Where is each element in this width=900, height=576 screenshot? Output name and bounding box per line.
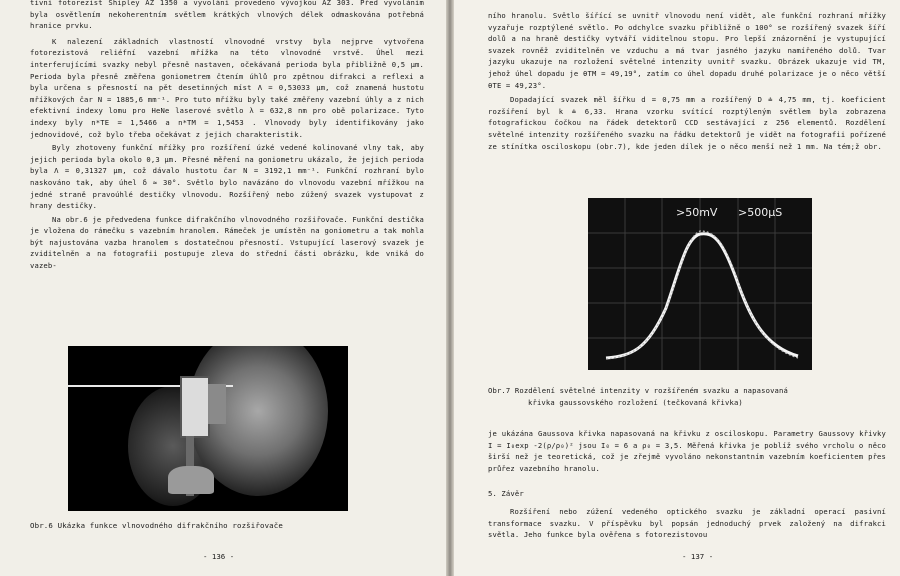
book-gutter [446,0,454,576]
page-number-left: - 136 - [203,552,235,561]
figure-6-caption: Obr.6 Ukázka funkce vlnovodného difrakčního rozšiřovače [30,521,283,530]
figure-7-caption-line1: Obr.7 Rozdělení světelné intenzity v rozšířeném svazku a napasovaná [488,386,788,395]
paragraph: tivní fotorezist Shipley AZ 1350 a vyvolání provedeno vývojkou AZ 303. Před vyvoláním byla osvětlením nekoherentním světlem krátkých vlnových délek odmaskována potřebná hranice prvku. [30,0,424,31]
left-page [0,0,446,576]
right-page [454,0,900,576]
left-page-text [30,0,424,272]
figure-7-oscilloscope [588,198,812,370]
figure-7-caption [488,385,888,408]
scope-label-time: >500µS [738,206,783,219]
paragraph: Rozšíření nebo zúžení vedeného optického svazku je základní operací pasivní transformace svazku. V příspěvku byl popsán jednoduchý prvek založený na difrakci světla. Jeho funkce byla ověřena s fotorezistovou [488,506,886,540]
right-page-lower-text [488,428,886,541]
page-number-right: - 137 - [682,552,714,561]
paragraph: je ukázána Gaussova křivka napasovaná na křivku z osciloskopu. Parametry Gaussovy křivky I = I₀exp -2(ρ/ρ₀)² jsou I₀ = 6 a ρ₀ = 3,5. Měřená křivka je poblíž svého vrcholu o něco širší než je teoretická, což je zřejmě vyvoláno nekonstantním vazebním koeficientem přes průřez vazebního hranolu. [488,429,886,473]
paragraph: Byly zhotoveny funkční mřížky pro rozšíření úzké vedené kolinované vlny tak, aby jejich perioda byla okolo 0,3 µm. Přesné měření na goniometru ukázalo, že jejich perioda byla Λ = 0,31327 µm, což dávalo hustotu čar N = 3192,1 mm⁻¹. Funkční rozhraní bylo naskováno tak, aby úhel δ ≈ 30°. Světlo bylo navázáno do vlnovodu vazební mřížkou na jedné straně pravoúhlé destičky vlnovodu. Rozšířený nebo zúžený svazek vystupovat z hrany destičky. [30,143,424,211]
figure-7-caption-line2: křivka gaussovského rozložení (tečkovaná křivka) [528,397,743,407]
goniometer-mount [168,466,214,494]
prism-frame [180,376,210,438]
right-page-text [488,10,886,152]
paragraph: Na obr.6 je předvedena funkce difrakčního vlnovodného rozšiřovače. Funkční destička je vložena do rámečku s vazebním hranolem. Rámeček je umístěn na goniometru a tak mohla být najustována vazba hranolem s dostatečnou přesností. Vstupující laserový svazek je zviditelněn a na fotografii postupuje zleva do střední části obrázku, kde vniká do vazeb- [30,214,424,271]
paragraph: K nalezení základních vlastností vlnovodné vrstvy byla nejprve vytvořena fotorezistová reliéfní vazební mřížka na této vlnovodné vrstvě. Úhel mezi interferujícími svazky nebyl přesně nastaven, očekávaná perioda byla přibližně 0,5 µm. Perioda byla přesně změřena goniometrem čtením úhlů pro zpětnou difrakci a reflexi a byla určena s přesností na pět desetinných míst Λ = 0,53033 µm, což znamená hustotu mřížkových čar N = 1885,6 mm⁻¹. Pro tuto mřížku byly také změřeny vazební úhly a z nich efektivní indexy lomu pro HeNe laserové světlo λ = 632,8 nm pro obě polarizace. Tyto indexy byly n*TE = 1,5466 a n*TM = 1,5453 . Vlnovody byly identifikovány jako jednovidové, což bylo třeba očekávat z jejich charakteristik. [30,36,424,139]
prism [208,384,226,424]
paragraph: ního hranolu. Světlo šířící se uvnitř vlnovodu není vidět, ale funkční rozhraní mřížky vyzařuje rozptýlené světlo. Po odchylce svazku přibližně o 100° se rozšířený svazek šíří dolů a na hraně destičky vytváří viditelnou stopu. Pro lepší znázornění je vystupující svazek rovněž zviditelněn ve vzduchu a má tvar jasného jazyku namířeného dolů. Tvar jazyku ukazuje na rozložení světelné intenzity uvnitř svazku. Obrázek ukazuje vid TM, jehož úhel dopadu je θTM = 49,19°, zatím co úhel dopadu druhé polarizace je o něco větší θTE = 49,23°. [488,11,886,90]
section-heading: 5. Závěr [488,489,524,499]
oscilloscope-trace [588,198,812,370]
scope-label-voltage: >50mV [676,206,718,219]
paragraph: Dopadající svazek měl šířku d = 0,75 mm a rozšířený D ≐ 4,75 mm, tj. koeficient rozšíření byl k ≐ 6,33. Hrana vzorku svítící rozptýleným světlem byla zobrazena fotografickou čočkou na řádek detektorů CCD sestávající z 256 elementů. Rozdělení světelné intenzity rozšířeného svazku na řádku detektorů je vidět na fotografii pořízené ze stínítka osciloskopu (obr.7), kde jeden dílek je o něco menší než 1 mm. Na tém;ž obr. [488,95,886,151]
figure-6-photo [68,346,348,511]
